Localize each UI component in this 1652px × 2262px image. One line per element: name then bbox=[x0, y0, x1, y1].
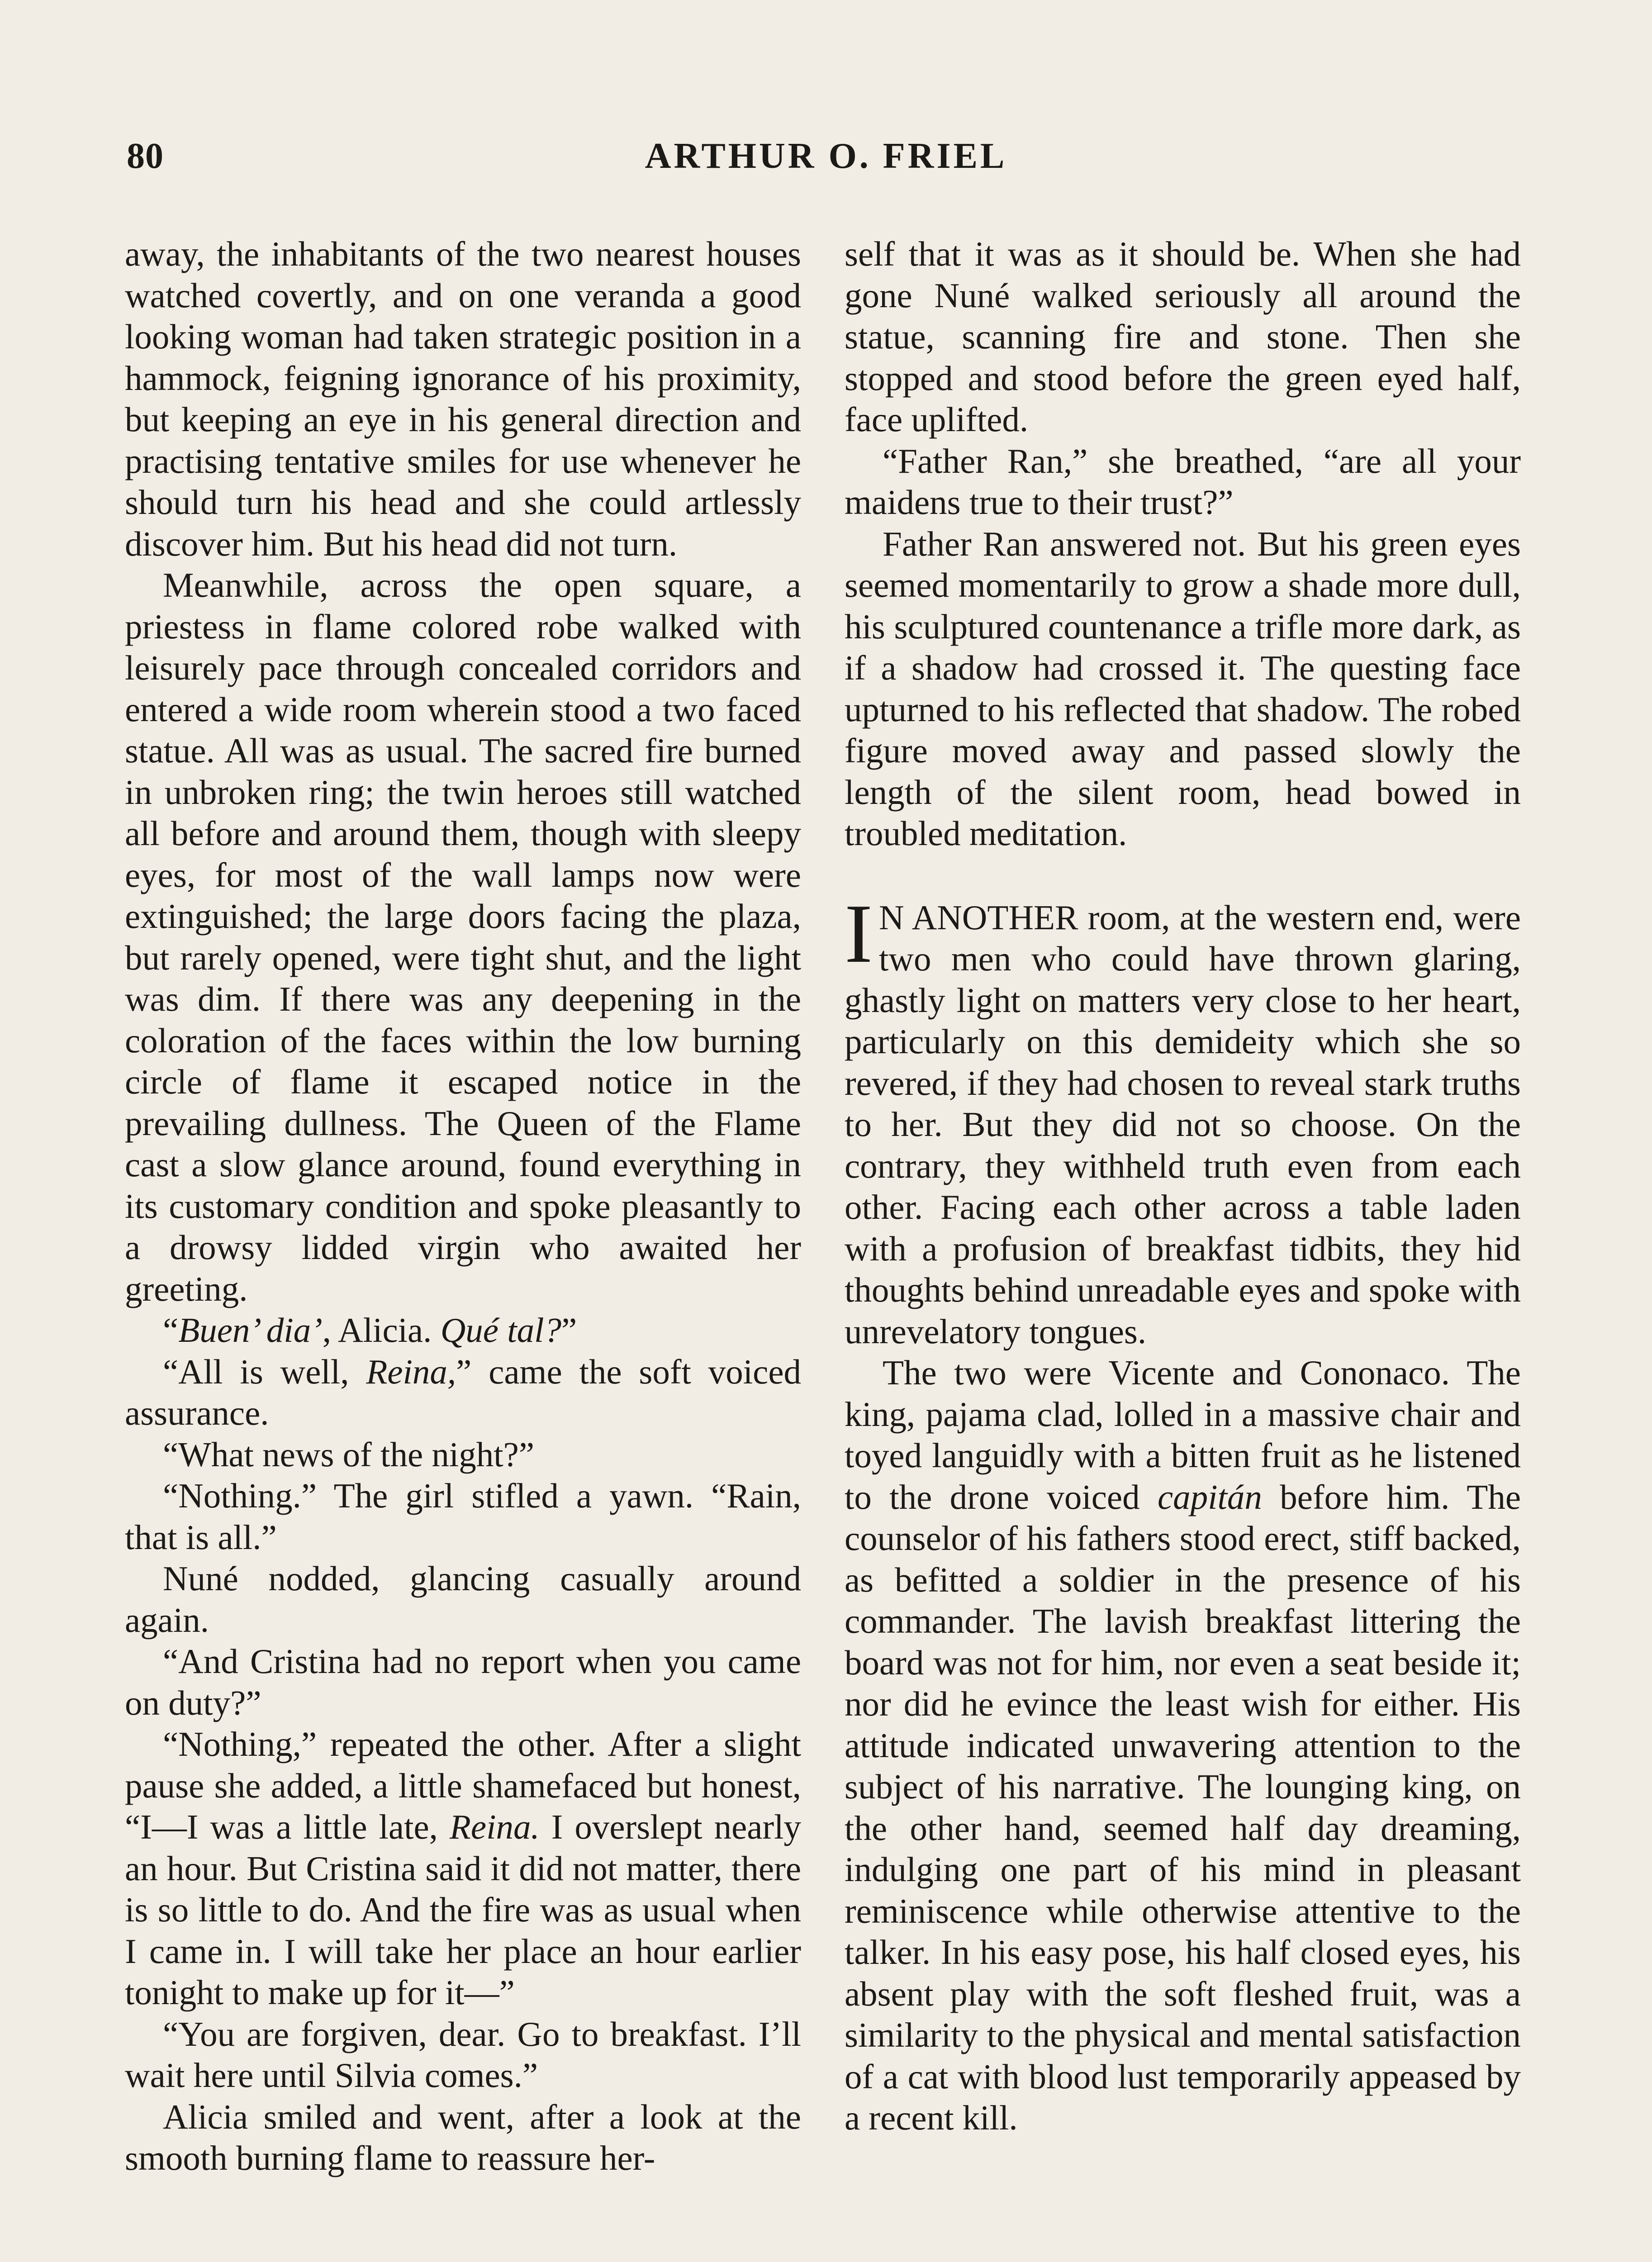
left-column bbox=[125, 233, 801, 2179]
italic-text: Buen’ dia’ bbox=[178, 1311, 323, 1350]
text-run: The two were Vicente and Cononaco. The king, pajama clad, lolled in a massive chair and toyed languidly with a bitten fruit as he listened to the drone voiced bbox=[845, 1353, 1521, 1516]
text-run: “ bbox=[163, 1311, 179, 1350]
paragraph: “Nothing.” The girl stifled a yawn. “Rain, that is all.” bbox=[125, 1476, 801, 1557]
paragraph: “You are forgiven, dear. Go to breakfast. I’ll wait here until Silvia comes.” bbox=[125, 2014, 801, 2095]
italic-text: Reina, bbox=[366, 1352, 456, 1391]
text-run: room, at the western end, were two men who could have thrown glaring, ghastly light on matters very close to her heart, particularly on this demideity which she so revered, if they had chosen to reveal stark truths to her. But they did not so choose. On the contrary, they withheld truth even from each other. Facing each other across a table laden with a profusion of breakfast tidbits, they hid thoughts behind unreadable eyes and spoke with unrevelatory tongues. bbox=[845, 898, 1521, 1351]
text-run: ” bbox=[561, 1311, 577, 1350]
text-run: “All is well, bbox=[163, 1352, 366, 1391]
paragraph: Meanwhile, across the open square, a priestess in flame colored robe walked with leisurely pace through concealed corridors and entered a wide room wherein stood a two faced statue. All was as usual. The sacred fire burned in unbroken ring; the twin heroes still watched all before and around them, though with sleepy eyes, for most of the wall lamps now were extinguished; the large doors facing the plaza, but rarely opened, were tight shut, and the light was dim. If there was any deepening in the coloration of the faces within the low burning circle of flame it escaped notice in the prevailing dullness. The Queen of the Flame cast a slow glance around, found everything in its customary condition and spoke pleasantly to a drowsy lidded virgin who awaited her greeting. bbox=[125, 566, 801, 1308]
paragraph bbox=[125, 1310, 801, 1351]
section-start-paragraph bbox=[845, 887, 1521, 1353]
paragraph: “Father Ran,” she breathed, “are all your maidens true to their trust?” bbox=[845, 441, 1521, 522]
paragraph: Father Ran answered not. But his green eyes seemed momentarily to grow a shade more dull, his sculptured countenance a trifle more dark, as if a shadow had crossed it. The questing face upturned to his reflected that shadow. The robed figure moved away and passed slowly the length of the silent room, head bowed in troubled meditation. bbox=[845, 524, 1521, 853]
paragraph: self that it was as it should be. When she had gone Nuné walked seriously all around the statue, scanning fire and stone. Then she stopped and stood before the green eyed half, face uplifted. bbox=[845, 234, 1521, 439]
italic-text: capitán bbox=[1157, 1477, 1262, 1516]
paragraph bbox=[125, 1724, 801, 2014]
text-run: ” came the soft voiced assurance. bbox=[125, 1352, 801, 1432]
italic-text: Qué tal? bbox=[440, 1311, 562, 1350]
paragraph: away, the inhabitants of the two nearest houses watched covertly, and on one veranda a good looking woman had taken strategic position in a hammock, feigning ignorance of his proximity, but keeping an eye in his general direction and practising tentative smiles for use whenever he should turn his head and she could artlessly discover him. But his head did not turn. bbox=[125, 234, 801, 563]
right-column bbox=[845, 233, 1521, 2139]
paragraph bbox=[845, 1352, 1521, 2139]
italic-text: Reina. bbox=[449, 1807, 540, 1846]
text-run: I overslept nearly an hour. But Cristina said it did not matter, there is so little to do. And the fire was as usual when I came in. I will take her place an hour earlier tonight to make up for it—” bbox=[125, 1807, 802, 2012]
paragraph: Nuné nodded, glancing casually around again. bbox=[125, 1559, 801, 1639]
paragraph: Alicia smiled and went, after a look at the smooth burning flame to reassure her- bbox=[125, 2097, 801, 2177]
text-run: before him. The counselor of his fathers stood erect, stiff backed, as befitted a soldier in the presence of his commander. The lavish breakfast littering the board was not for him, nor even a seat beside it; nor did he evince the least wish for either. His attitude indicated unwavering attention to the subject of his narrative. The lounging king, on the other hand, seemed half day dreaming, indulging one part of his mind in pleasant reminiscence while otherwise attentive to the talker. In his easy pose, his half closed eyes, his absent play with the soft fleshed fruit, was a similarity to the physical and mental satisfaction of a cat with blood lust temporarily appeased by a recent kill. bbox=[845, 1477, 1521, 2137]
running-head-author: ARTHUR O. FRIEL bbox=[645, 136, 1007, 176]
text-run: , Alicia. bbox=[322, 1311, 441, 1350]
paragraph bbox=[125, 1351, 801, 1434]
paragraph: “What news of the night?” bbox=[163, 1435, 535, 1474]
paragraph: “And Cristina had no report when you came on duty?” bbox=[125, 1642, 801, 1722]
page-number: 80 bbox=[127, 136, 164, 176]
text-run: “Nothing,” repeated the other. After a slight pause she added, a little shamefaced but honest, “I—I was a little late, bbox=[125, 1725, 801, 1846]
small-caps-lead: IN ANOTHER bbox=[845, 887, 1078, 980]
